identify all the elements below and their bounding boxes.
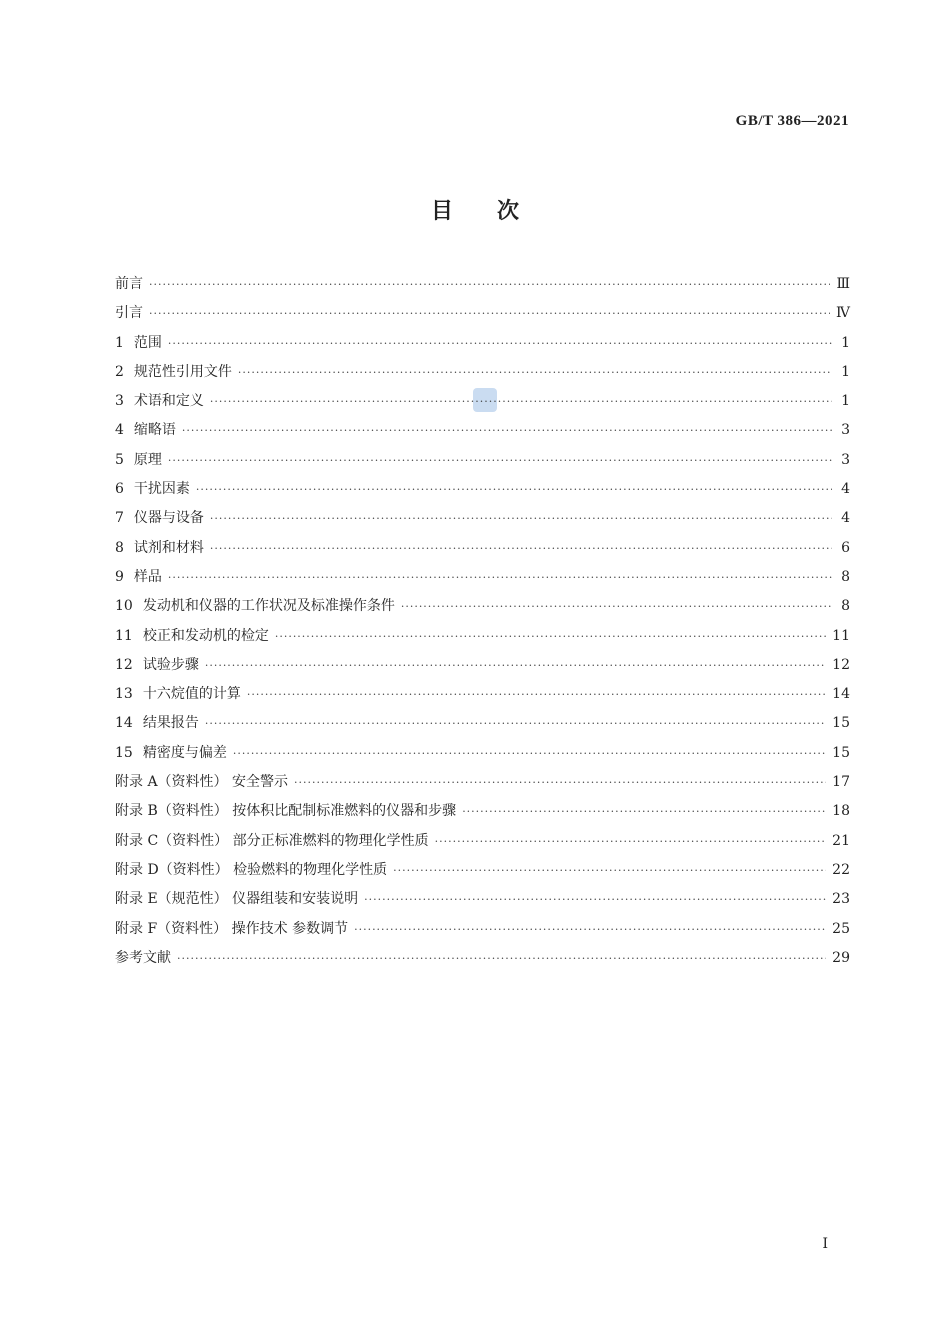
dot-leader	[182, 416, 832, 445]
dot-leader	[149, 299, 830, 328]
toc-entry-page: 8	[841, 598, 850, 615]
toc-entry-page: 12	[832, 656, 850, 673]
toc-entry-page: 21	[832, 832, 850, 849]
toc-entry-number: 11	[115, 627, 133, 644]
toc-entry-page: 3	[841, 451, 850, 468]
toc-entry[interactable]	[115, 915, 850, 944]
dot-leader	[247, 680, 826, 709]
toc-entry-label: 干扰因素	[133, 481, 190, 498]
toc-entry-page: 1	[841, 393, 850, 410]
table-of-contents	[115, 270, 850, 973]
toc-entry[interactable]	[115, 797, 850, 826]
toc-entry-label: 原理	[133, 451, 162, 468]
toc-entry-number: 6	[115, 481, 124, 498]
dot-leader	[294, 768, 826, 797]
toc-entry[interactable]	[115, 475, 850, 504]
dot-leader	[364, 885, 826, 914]
toc-entry-label: 规范性引用文件	[133, 363, 232, 380]
toc-entry[interactable]	[115, 680, 850, 709]
toc-entry[interactable]	[115, 416, 850, 445]
toc-entry-label: 仪器与设备	[133, 510, 204, 527]
toc-entry-number: 15	[115, 744, 133, 761]
toc-entry[interactable]	[115, 827, 850, 856]
toc-entry-label: 引言	[115, 305, 143, 322]
toc-entry-label: 发动机和仪器的工作状况及标准操作条件	[142, 598, 395, 615]
toc-entry-label: 附录 A（资料性） 安全警示	[115, 774, 289, 791]
dot-leader	[210, 387, 832, 416]
toc-entry[interactable]	[115, 446, 850, 475]
toc-entry-label: 参考文献	[115, 949, 171, 966]
toc-entry[interactable]	[115, 592, 850, 621]
toc-entry-page: 17	[832, 774, 850, 791]
toc-entry[interactable]	[115, 885, 850, 914]
toc-entry[interactable]	[115, 299, 850, 328]
toc-entry-page: 14	[832, 686, 850, 703]
page-number: I	[822, 1236, 828, 1252]
toc-entry[interactable]	[115, 739, 850, 768]
toc-entry-page: 11	[832, 627, 850, 644]
toc-entry-page: 8	[841, 568, 850, 585]
dot-leader	[354, 915, 826, 944]
toc-entry[interactable]	[115, 329, 850, 358]
dot-leader	[275, 622, 826, 651]
toc-entry-page: 23	[832, 891, 850, 908]
toc-entry[interactable]	[115, 358, 850, 387]
toc-entry-label: 十六烷值的计算	[142, 686, 241, 703]
toc-entry-page: 15	[832, 744, 850, 761]
toc-entry-number: 12	[115, 656, 133, 673]
dot-leader	[210, 504, 832, 533]
toc-entry-page: Ⅲ	[836, 276, 850, 292]
toc-entry[interactable]	[115, 534, 850, 563]
toc-entry-number: 3	[115, 393, 124, 410]
toc-entry[interactable]	[115, 709, 850, 738]
toc-entry-label: 附录 E（规范性） 仪器组装和安装说明	[115, 891, 359, 908]
dot-leader	[238, 358, 832, 387]
toc-entry-page: Ⅳ	[836, 305, 850, 322]
toc-entry-label: 附录 B（资料性） 按体积比配制标准燃料的仪器和步骤	[115, 803, 457, 820]
toc-entry-number: 5	[115, 451, 124, 468]
toc-entry-label: 附录 F（资料性） 操作技术 参数调节	[115, 920, 349, 937]
toc-entry-label: 试剂和材料	[133, 539, 204, 556]
toc-entry[interactable]	[115, 856, 850, 885]
dot-leader	[435, 827, 827, 856]
toc-entry[interactable]	[115, 563, 850, 592]
dot-leader	[168, 563, 832, 592]
toc-entry-label: 缩略语	[133, 422, 176, 439]
toc-entry-label: 前言	[115, 276, 143, 292]
standard-code: GB/T 386—2021	[735, 113, 849, 129]
toc-entry[interactable]	[115, 768, 850, 797]
toc-entry-label: 校正和发动机的检定	[142, 627, 269, 644]
toc-entry-label: 结果报告	[142, 715, 199, 732]
toc-entry-page: 3	[841, 422, 850, 439]
dot-leader	[205, 651, 826, 680]
toc-entry-number: 10	[115, 598, 133, 615]
toc-entry-label: 附录 C（资料性） 部分正标准燃料的物理化学性质	[115, 832, 429, 849]
toc-entry-label: 附录 D（资料性） 检验燃料的物理化学性质	[115, 861, 388, 878]
toc-entry-number: 1	[115, 334, 124, 351]
toc-entry[interactable]	[115, 651, 850, 680]
toc-entry-page: 25	[832, 920, 850, 937]
toc-entry-number: 8	[115, 539, 124, 556]
dot-leader	[205, 709, 826, 738]
toc-entry-number: 9	[115, 568, 124, 585]
toc-entry-number: 14	[115, 715, 133, 732]
dot-leader	[196, 475, 832, 504]
toc-entry-page: 22	[832, 861, 850, 878]
dot-leader	[177, 944, 826, 973]
toc-entry-number: 2	[115, 363, 124, 380]
dot-leader	[393, 856, 826, 885]
toc-entry-page: 18	[832, 803, 850, 820]
toc-entry-page: 15	[832, 715, 850, 732]
toc-entry[interactable]	[115, 944, 850, 973]
toc-entry-page: 29	[832, 949, 850, 966]
dot-leader	[401, 592, 832, 621]
toc-entry-number: 4	[115, 422, 124, 439]
toc-entry-label: 精密度与偏差	[142, 744, 227, 761]
toc-entry-number: 13	[115, 686, 133, 703]
dot-leader	[210, 534, 832, 563]
dot-leader	[168, 446, 832, 475]
toc-entry-label: 样品	[133, 568, 162, 585]
page-title: 目次	[430, 199, 563, 224]
toc-entry-label: 试验步骤	[142, 656, 199, 673]
toc-entry[interactable]	[115, 504, 850, 533]
dot-leader	[168, 329, 832, 358]
dot-leader	[149, 270, 830, 299]
dot-leader	[462, 797, 826, 826]
toc-entry-number: 7	[115, 510, 124, 527]
toc-entry-page: 6	[841, 539, 850, 556]
toc-entry[interactable]	[115, 387, 850, 416]
toc-entry[interactable]	[115, 622, 850, 651]
toc-entry-page: 1	[841, 334, 850, 351]
toc-entry-page: 4	[841, 510, 850, 527]
toc-entry[interactable]	[115, 270, 850, 299]
dot-leader	[233, 739, 826, 768]
toc-entry-page: 1	[841, 363, 850, 380]
toc-entry-page: 4	[841, 481, 850, 498]
toc-entry-label: 范围	[133, 334, 162, 351]
toc-entry-label: 术语和定义	[133, 393, 204, 410]
